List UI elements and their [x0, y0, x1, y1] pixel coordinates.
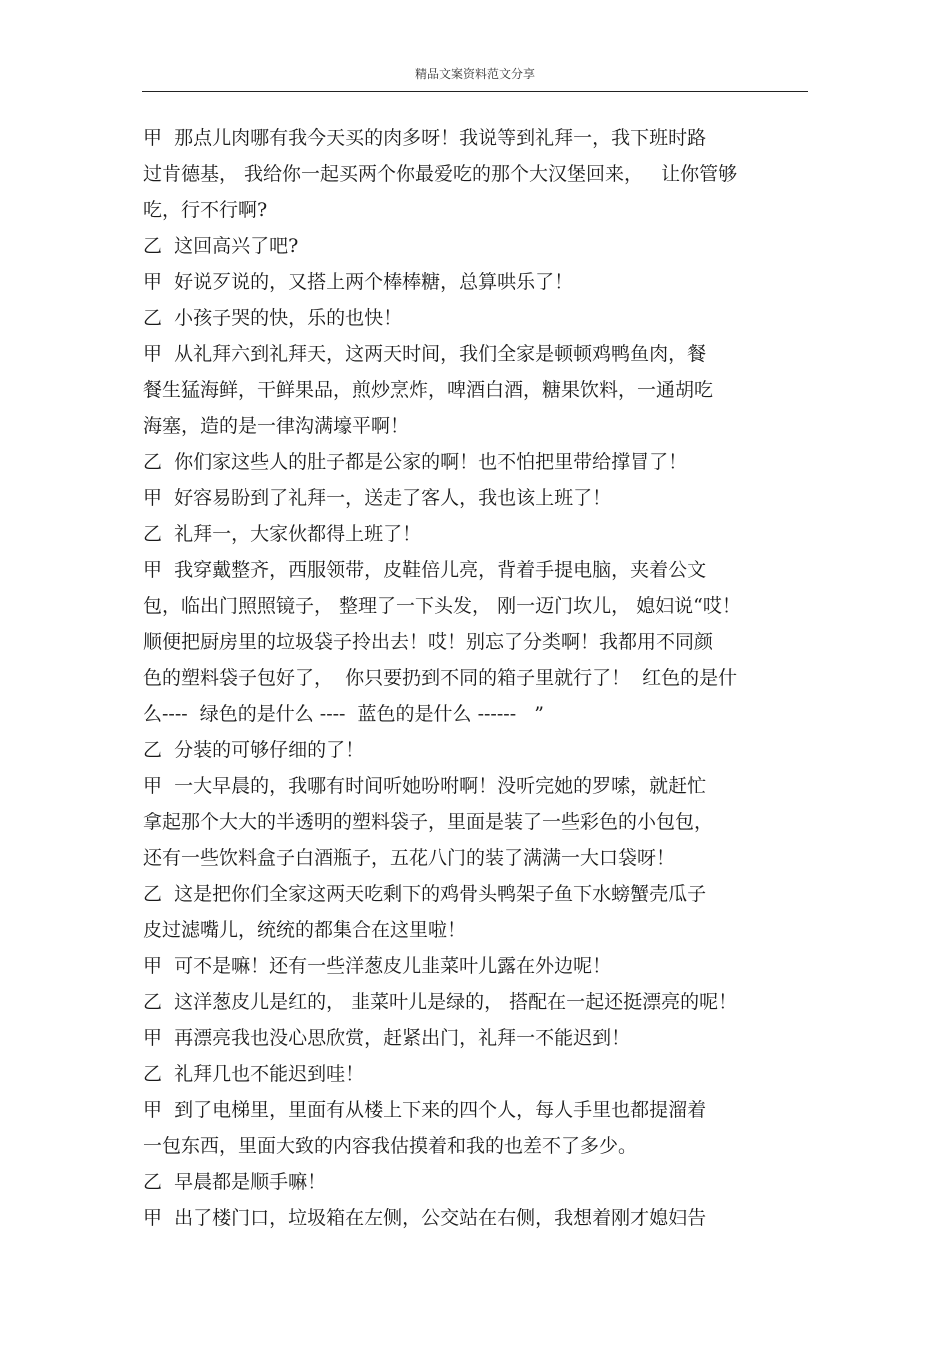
text-line: 包，临出门照照镜子， 整理了一下头发， 刚一迈门坎儿， 媳妇说“哎！ [143, 595, 741, 617]
text-line: 色的塑料袋子包好了， 你只要扔到不同的箱子里就行了！ 红色的是什 [143, 667, 738, 689]
text-line: 甲 出了楼门口，垃圾箱在左侧，公交站在右侧，我想着刚才媳妇告 [143, 1207, 707, 1229]
text-line: 吃，行不行啊? [143, 199, 268, 221]
text-line: 甲 那点儿肉哪有我今天买的肉多呀！我说等到礼拜一，我下班时路 [143, 127, 707, 149]
text-line: 么---- 绿色的是什么 ---- 蓝色的是什么 ------ ” [143, 703, 544, 725]
text-line: 餐生猛海鲜，干鲜果品，煎炒烹炸，啤酒白酒，糖果饮料，一通胡吃 [143, 379, 714, 401]
text-line: 还有一些饮料盒子白酒瓶子，五花八门的装了满满一大口袋呀！ [143, 847, 676, 869]
text-line: 乙 礼拜一，大家伙都得上班了！ [143, 523, 422, 545]
text-line: 乙 早晨都是顺手嘛！ [143, 1171, 327, 1193]
text-line: 乙 分装的可够仔细的了！ [143, 739, 365, 761]
text-line: 顺便把厨房里的垃圾袋子拎出去！哎！别忘了分类啊！我都用不同颜 [143, 631, 714, 653]
text-line: 甲 再漂亮我也没心思欣赏，赶紧出门，礼拜一不能迟到！ [143, 1027, 631, 1049]
text-line: 甲 我穿戴整齐，西服领带，皮鞋倍儿亮，背着手提电脑，夹着公文 [143, 559, 707, 581]
text-line: 甲 好说歹说的，又搭上两个棒棒糖，总算哄乐了！ [143, 271, 574, 293]
text-line: 过肯德基， 我给你一起买两个你最爱吃的那个大汉堡回来， 让你管够 [143, 163, 738, 185]
page-header [142, 64, 808, 92]
text-line: 甲 一大早晨的，我哪有时间听她吩咐啊！没听完她的罗嗦，就赶忙 [143, 775, 707, 797]
text-line: 乙 礼拜几也不能迟到哇！ [143, 1063, 365, 1085]
text-line: 甲 好容易盼到了礼拜一，送走了客人，我也该上班了！ [143, 487, 612, 509]
header-title: 精品文案资料范文分享 [414, 67, 535, 81]
text-line: 皮过滤嘴儿，统统的都集合在这里啦！ [143, 919, 467, 941]
text-line: 乙 小孩子哭的快，乐的也快！ [143, 307, 403, 329]
document-body [143, 120, 808, 1236]
text-line: 甲 从礼拜六到礼拜天，这两天时间，我们全家是顿顿鸡鸭鱼肉，餐 [143, 343, 707, 365]
text-line: 拿起那个大大的半透明的塑料袋子，里面是装了一些彩色的小包包， [143, 811, 714, 833]
text-line: 乙 你们家这些人的肚子都是公家的啊！也不怕把里带给撑冒了！ [143, 451, 688, 473]
text-line: 海塞，造的是一律沟满壕平啊！ [143, 415, 410, 437]
text-line: 乙 这回高兴了吧? [143, 235, 299, 257]
text-line: 一包东西，里面大致的内容我估摸着和我的也差不了多少。 [143, 1135, 638, 1157]
text-line: 甲 到了电梯里，里面有从楼上下来的四个人，每人手里也都提溜着 [143, 1099, 707, 1121]
text-line: 乙 这洋葱皮儿是红的， 韭菜叶儿是绿的， 搭配在一起还挺漂亮的呢！ [143, 991, 738, 1013]
text-line: 甲 可不是嘛！还有一些洋葱皮儿韭菜叶儿露在外边呢！ [143, 955, 612, 977]
text-line: 乙 这是把你们全家这两天吃剩下的鸡骨头鸭架子鱼下水螃蟹壳瓜子 [143, 883, 707, 905]
